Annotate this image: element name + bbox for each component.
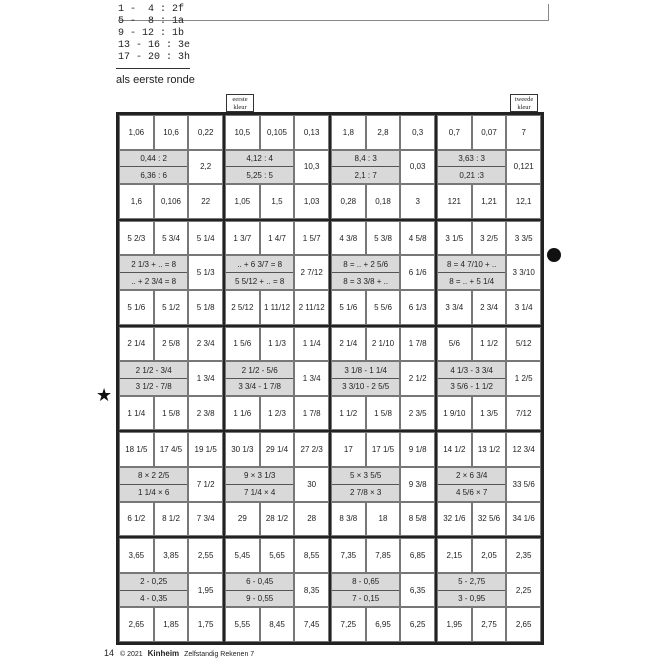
- answer-cell: 2,2: [188, 150, 223, 185]
- answer-cell: 1 3/4: [188, 361, 223, 396]
- answer-cell: 1 11/12: [260, 290, 295, 325]
- answer-cell: 5 5/6: [366, 290, 401, 325]
- answer-cell: 2 5/12: [225, 290, 260, 325]
- answer-cell: 3,65: [119, 538, 154, 573]
- answer-cell: 1 3/5: [472, 396, 507, 431]
- question-text: 6 - 0,45: [226, 574, 293, 591]
- question-box: [119, 150, 188, 185]
- question-box: [437, 467, 506, 502]
- question-box: [225, 150, 294, 185]
- answer-cell: 1 7/8: [400, 327, 435, 362]
- answer-cell: 2,65: [506, 607, 541, 642]
- question-text: 8 - 0,65: [332, 574, 399, 591]
- answer-cell: 0,105: [260, 115, 295, 150]
- question-text: 2 1/3 + .. = 8: [120, 256, 187, 273]
- answer-cell: 1 1/3: [260, 327, 295, 362]
- answer-cell: 0,3: [400, 115, 435, 150]
- answer-cell: 1 1/4: [294, 327, 329, 362]
- answer-cell: 1,03: [294, 184, 329, 219]
- answer-cell: 0,18: [366, 184, 401, 219]
- legend-line: 1 - 4 : 2f: [118, 4, 185, 15]
- question-box: [119, 573, 188, 608]
- question-box: [437, 573, 506, 608]
- answer-cell: 27 2/3: [294, 432, 329, 467]
- exercise-block: [330, 431, 436, 537]
- question-text: 3 - 0,95: [438, 591, 505, 607]
- answer-cell: 0,106: [154, 184, 189, 219]
- question-text: 5 5/12 + .. = 8: [226, 273, 293, 289]
- answer-cell: 5,65: [260, 538, 295, 573]
- exercise-block: [436, 220, 542, 326]
- question-box: [119, 467, 188, 502]
- exercise-block: [330, 537, 436, 643]
- question-text: 5,25 : 5: [226, 167, 293, 183]
- answer-cell: 1 2/3: [260, 396, 295, 431]
- answer-cell: 7,85: [366, 538, 401, 573]
- answer-cell: 3 2/5: [472, 221, 507, 256]
- answer-cell: 29 1/4: [260, 432, 295, 467]
- answer-cell: 5 1/8: [188, 290, 223, 325]
- question-text: 3 5/6 - 1 1/2: [438, 379, 505, 395]
- answer-cell: 6 1/6: [400, 255, 435, 290]
- exercise-block: [436, 537, 542, 643]
- answer-cell: 7 3/4: [188, 502, 223, 537]
- answer-cell: 10,3: [294, 150, 329, 185]
- question-text: 0,21 :3: [438, 167, 505, 183]
- question-text: 0,44 : 2: [120, 151, 187, 168]
- answer-cell: 2 3/4: [188, 327, 223, 362]
- question-box: [331, 361, 400, 396]
- question-text: 4,12 : 4: [226, 151, 293, 168]
- answer-cell: 32 5/6: [472, 502, 507, 537]
- exercise-block: [436, 326, 542, 432]
- answer-cell: 5/6: [437, 327, 472, 362]
- answer-cell: 7,45: [294, 607, 329, 642]
- answer-cell: 3 1/4: [506, 290, 541, 325]
- question-text: 2 - 0,25: [120, 574, 187, 591]
- answer-cell: 8,35: [294, 573, 329, 608]
- filled-circle-icon: [547, 248, 561, 262]
- answer-cell: 28: [294, 502, 329, 537]
- answer-cell: 2 1/4: [119, 327, 154, 362]
- question-box: [331, 467, 400, 502]
- answer-cell: 2 1/10: [366, 327, 401, 362]
- answer-cell: 5 1/6: [331, 290, 366, 325]
- answer-cell: 4 5/8: [400, 221, 435, 256]
- exercise-block: [330, 326, 436, 432]
- answer-cell: 1,85: [154, 607, 189, 642]
- exercise-block: [224, 326, 330, 432]
- footer: [104, 648, 254, 658]
- question-text: 2 × 6 3/4: [438, 468, 505, 485]
- answer-cell: 1,06: [119, 115, 154, 150]
- answer-cell: 9 3/8: [400, 467, 435, 502]
- answer-cell: 12,1: [506, 184, 541, 219]
- answer-cell: 2,25: [506, 573, 541, 608]
- legend-line: 9 - 12 : 1b: [118, 28, 185, 39]
- legend-rule: [116, 68, 190, 69]
- answer-cell: 2 11/12: [294, 290, 329, 325]
- answer-cell: 2 1/4: [331, 327, 366, 362]
- question-text: 3 3/4 - 1 7/8: [226, 379, 293, 395]
- exercise-block: [436, 114, 542, 220]
- answer-cell: 19 1/5: [188, 432, 223, 467]
- question-text: 3 1/8 - 1 1/4: [332, 362, 399, 379]
- question-box: [331, 255, 400, 290]
- question-text: 4 1/3 - 3 3/4: [438, 362, 505, 379]
- exercise-block: [118, 220, 224, 326]
- answer-cell: 1,95: [437, 607, 472, 642]
- answer-cell: 2 3/5: [400, 396, 435, 431]
- answer-cell: 5/12: [506, 327, 541, 362]
- answer-cell: 28 1/2: [260, 502, 295, 537]
- question-text: 9 × 3 1/3: [226, 468, 293, 485]
- answer-cell: 5,45: [225, 538, 260, 573]
- subtitle: als eerste ronde: [116, 74, 195, 86]
- question-text: 8 = .. + 2 5/6: [332, 256, 399, 273]
- answer-cell: 17 1/5: [366, 432, 401, 467]
- answer-cell: 32 1/6: [437, 502, 472, 537]
- answer-cell: 1 1/6: [225, 396, 260, 431]
- answer-cell: 2,65: [119, 607, 154, 642]
- exercise-block: [224, 114, 330, 220]
- answer-cell: 1 1/2: [331, 396, 366, 431]
- answer-cell: 2,05: [472, 538, 507, 573]
- answer-cell: 1,05: [225, 184, 260, 219]
- answer-cell: 5 1/2: [154, 290, 189, 325]
- legend-line: 17 - 20 : 3h: [118, 52, 191, 63]
- answer-cell: 0,121: [506, 150, 541, 185]
- question-text: 7 - 0,15: [332, 591, 399, 607]
- page-number: 14: [104, 648, 115, 658]
- question-text: 6,36 : 6: [120, 167, 187, 183]
- answer-cell: 3 3/5: [506, 221, 541, 256]
- answer-cell: 17: [331, 432, 366, 467]
- answer-cell: 1 4/7: [260, 221, 295, 256]
- answer-cell: 6,35: [400, 573, 435, 608]
- answer-cell: 5 1/3: [188, 255, 223, 290]
- first-color-label: eerste kleur: [226, 94, 254, 112]
- answer-cell: 1 5/8: [366, 396, 401, 431]
- answer-cell: 7,35: [331, 538, 366, 573]
- answer-cell: 7: [506, 115, 541, 150]
- answer-cell: 1 5/7: [294, 221, 329, 256]
- answer-cell: 1 2/5: [506, 361, 541, 396]
- question-text: 8 × 2 2/5: [120, 468, 187, 485]
- question-text: 2 7/8 × 3: [332, 485, 399, 501]
- question-box: [119, 255, 188, 290]
- answer-cell: 6,85: [400, 538, 435, 573]
- answer-cell: 1,21: [472, 184, 507, 219]
- question-text: 5 - 2,75: [438, 574, 505, 591]
- question-text: .. + 2 3/4 = 8: [120, 273, 187, 289]
- question-text: .. + 6 3/7 = 8: [226, 256, 293, 273]
- answer-cell: 2,35: [506, 538, 541, 573]
- answer-cell: 121: [437, 184, 472, 219]
- answer-cell: 3 3/4: [437, 290, 472, 325]
- book-title: Zelfstandig Rekenen 7: [184, 651, 255, 658]
- answer-cell: 1 1/4: [119, 396, 154, 431]
- answer-cell: 0,07: [472, 115, 507, 150]
- answer-cell: 6 1/2: [119, 502, 154, 537]
- answer-cell: 1,5: [260, 184, 295, 219]
- answer-cell: 13 1/2: [472, 432, 507, 467]
- answer-cell: 6,25: [400, 607, 435, 642]
- answer-cell: 5 3/4: [154, 221, 189, 256]
- answer-cell: 7,25: [331, 607, 366, 642]
- answer-cell: 2,8: [366, 115, 401, 150]
- answer-cell: 5 2/3: [119, 221, 154, 256]
- answer-cell: 7/12: [506, 396, 541, 431]
- exercise-block: [224, 537, 330, 643]
- question-text: 2,1 : 7: [332, 167, 399, 183]
- star-icon: ★: [96, 385, 113, 405]
- question-box: [437, 255, 506, 290]
- exercise-block: [118, 114, 224, 220]
- question-text: 9 - 0,55: [226, 591, 293, 607]
- answer-cell: 5,55: [225, 607, 260, 642]
- exercise-block: [330, 220, 436, 326]
- question-text: 1 1/4 × 6: [120, 485, 187, 501]
- question-box: [331, 150, 400, 185]
- answer-cell: 2 5/8: [154, 327, 189, 362]
- answer-cell: 29: [225, 502, 260, 537]
- question-box: [331, 573, 400, 608]
- answer-cell: 0,28: [331, 184, 366, 219]
- answer-cell: 3 1/5: [437, 221, 472, 256]
- question-text: 8 = 4 7/10 + ..: [438, 256, 505, 273]
- question-text: 4 5/6 × 7: [438, 485, 505, 501]
- exercise-block: [224, 220, 330, 326]
- answer-cell: 10,6: [154, 115, 189, 150]
- exercise-block: [436, 431, 542, 537]
- answer-cell: 7 1/2: [188, 467, 223, 502]
- answer-cell: 33 5/6: [506, 467, 541, 502]
- legend-line: 13 - 16 : 3e: [118, 40, 191, 51]
- question-text: 7 1/4 × 4: [226, 485, 293, 501]
- answer-cell: 1,6: [119, 184, 154, 219]
- question-text: 2 1/2 - 5/6: [226, 362, 293, 379]
- answer-cell: 8 5/8: [400, 502, 435, 537]
- question-box: [437, 361, 506, 396]
- legend-line: 5 - 8 : 1a: [118, 16, 185, 27]
- answer-cell: 18: [366, 502, 401, 537]
- answer-cell: 2 3/8: [188, 396, 223, 431]
- question-text: 4 - 0,35: [120, 591, 187, 607]
- answer-cell: 30 1/3: [225, 432, 260, 467]
- answer-cell: 0,13: [294, 115, 329, 150]
- answer-cell: 0,7: [437, 115, 472, 150]
- exercise-block: [330, 114, 436, 220]
- question-text: 3,63 : 3: [438, 151, 505, 168]
- answer-cell: 18 1/5: [119, 432, 154, 467]
- question-box: [225, 361, 294, 396]
- answer-cell: 5 1/4: [188, 221, 223, 256]
- answer-cell: 8,45: [260, 607, 295, 642]
- question-text: 3 3/10 - 2 5/5: [332, 379, 399, 395]
- answer-cell: 2,75: [472, 607, 507, 642]
- answer-cell: 0,03: [400, 150, 435, 185]
- copyright: © 2021: [119, 651, 143, 658]
- question-text: 8,4 : 3: [332, 151, 399, 168]
- question-text: 5 × 3 5/5: [332, 468, 399, 485]
- answer-cell: 5 3/8: [366, 221, 401, 256]
- exercise-block: [224, 431, 330, 537]
- answer-cell: 12 3/4: [506, 432, 541, 467]
- answer-cell: 34 1/6: [506, 502, 541, 537]
- answer-cell: 1 1/2: [472, 327, 507, 362]
- answer-cell: 5 1/6: [119, 290, 154, 325]
- answer-cell: 1 7/8: [294, 396, 329, 431]
- exercise-grid: [116, 112, 544, 645]
- answer-cell: 2 7/12: [294, 255, 329, 290]
- answer-cell: 1 3/7: [225, 221, 260, 256]
- question-box: [119, 361, 188, 396]
- answer-cell: 9 1/8: [400, 432, 435, 467]
- answer-cell: 0,22: [188, 115, 223, 150]
- answer-cell: 1 3/4: [294, 361, 329, 396]
- answer-cell: 8 3/8: [331, 502, 366, 537]
- answer-cell: 3,85: [154, 538, 189, 573]
- answer-cell: 1 5/8: [154, 396, 189, 431]
- question-box: [225, 255, 294, 290]
- answer-cell: 8,55: [294, 538, 329, 573]
- question-text: 3 1/2 - 7/8: [120, 379, 187, 395]
- answer-cell: 6,95: [366, 607, 401, 642]
- answer-cell: 10,5: [225, 115, 260, 150]
- answer-cell: 8 1/2: [154, 502, 189, 537]
- answer-cell: 1 5/6: [225, 327, 260, 362]
- exercise-block: [118, 326, 224, 432]
- answer-cell: 4 3/8: [331, 221, 366, 256]
- answer-cell: 2,15: [437, 538, 472, 573]
- answer-cell: 3: [400, 184, 435, 219]
- second-color-label: tweede kleur: [510, 94, 538, 112]
- answer-cell: 30: [294, 467, 329, 502]
- answer-cell: 2,55: [188, 538, 223, 573]
- answer-cell: 22: [188, 184, 223, 219]
- answer-cell: 1,8: [331, 115, 366, 150]
- answer-cell: 2 3/4: [472, 290, 507, 325]
- question-box: [437, 150, 506, 185]
- question-text: 8 = .. + 5 1/4: [438, 273, 505, 289]
- question-box: [225, 467, 294, 502]
- answer-cell: 3 3/10: [506, 255, 541, 290]
- answer-cell: 1,75: [188, 607, 223, 642]
- answer-cell: 6 1/3: [400, 290, 435, 325]
- question-text: 2 1/2 - 3/4: [120, 362, 187, 379]
- answer-cell: 14 1/2: [437, 432, 472, 467]
- answer-cell: 2 1/2: [400, 361, 435, 396]
- brand: Kinheim: [147, 649, 180, 658]
- answer-cell: 1 9/10: [437, 396, 472, 431]
- exercise-block: [118, 431, 224, 537]
- question-box: [225, 573, 294, 608]
- answer-cell: 1,95: [188, 573, 223, 608]
- exercise-block: [118, 537, 224, 643]
- answer-cell: 17 4/5: [154, 432, 189, 467]
- question-text: 8 = 3 3/8 + ..: [332, 273, 399, 289]
